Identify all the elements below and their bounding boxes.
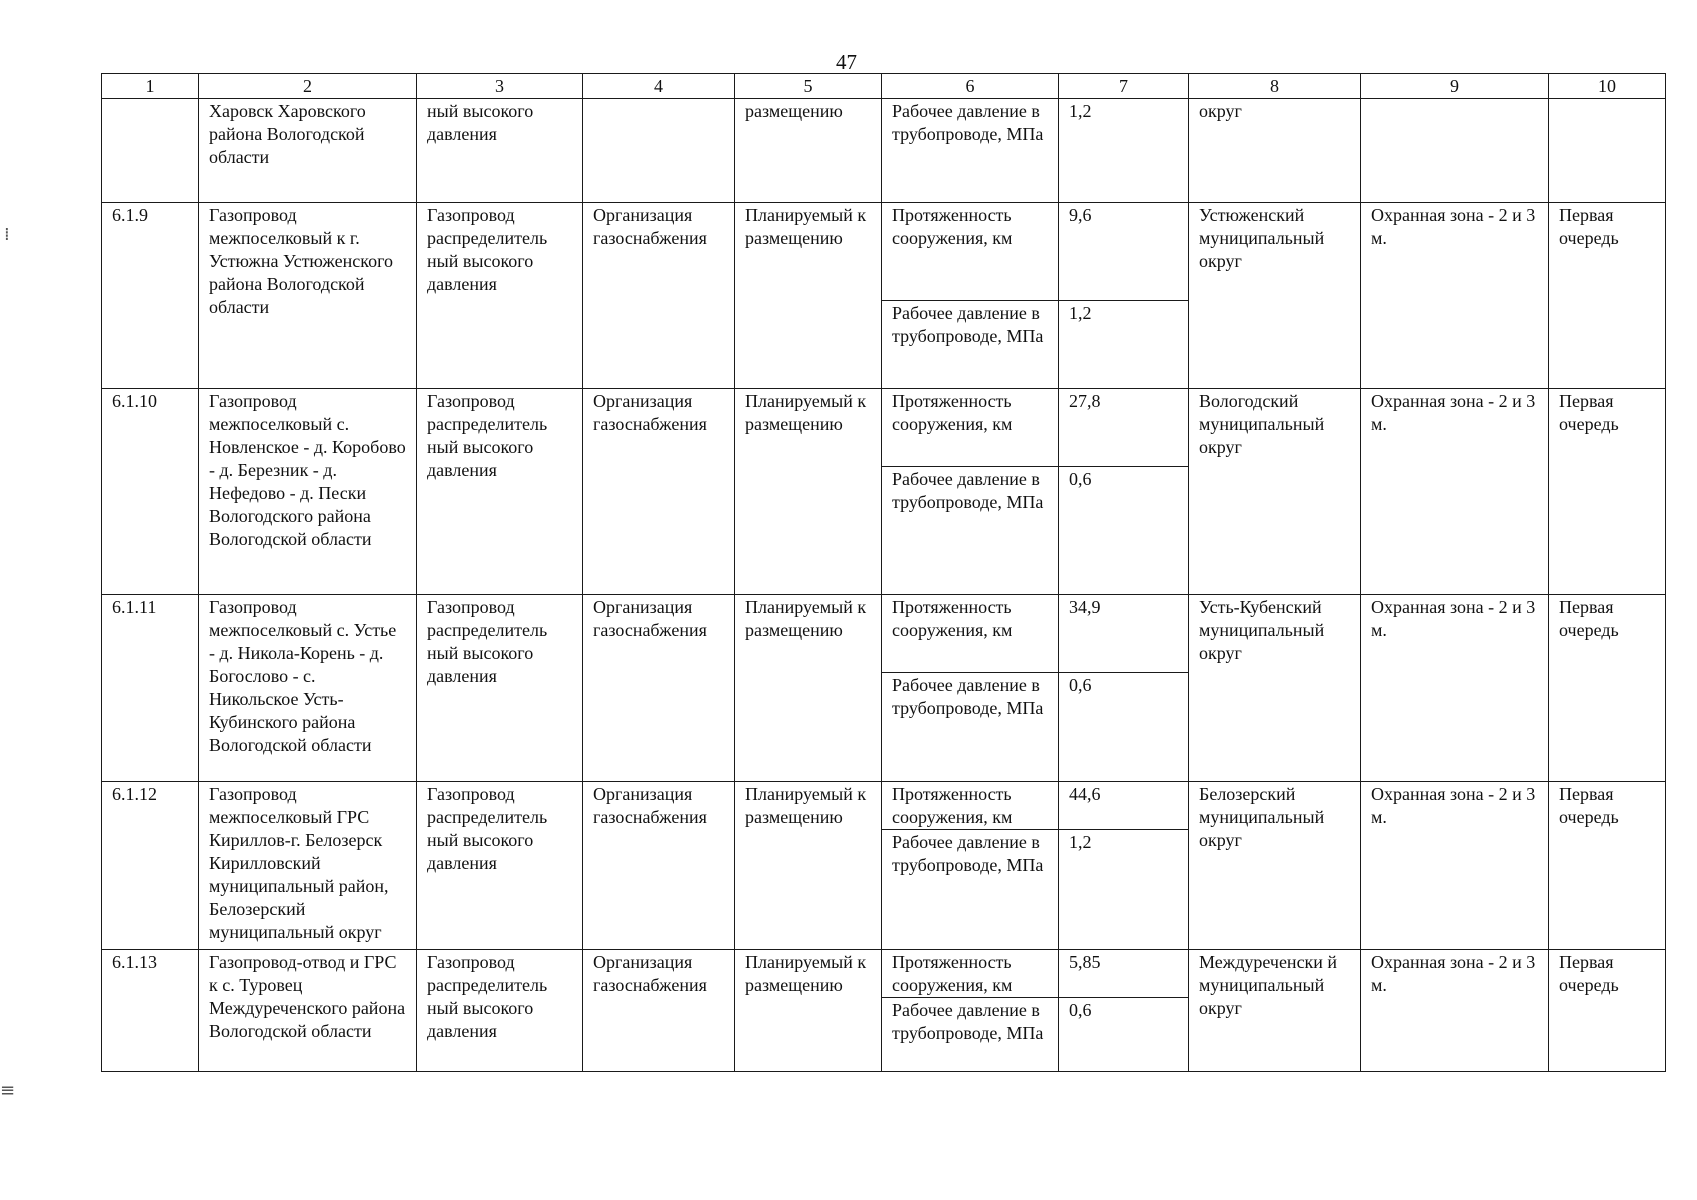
cell-zone: Охранная зона - 2 и 3 м. — [1361, 595, 1549, 782]
cell-param-value: 1,2 — [1059, 99, 1189, 203]
cell-purpose: Организация газоснабжения — [583, 595, 735, 782]
cell-purpose: Организация газоснабжения — [583, 782, 735, 950]
cell-location: Вологодский муниципальный округ — [1189, 389, 1361, 595]
cell-status: Планируемый к размещению — [735, 203, 882, 389]
cell-status: Планируемый к размещению — [735, 595, 882, 782]
cell-location: Междуреченски й муниципальный округ — [1189, 950, 1361, 1072]
header-cell: 5 — [735, 74, 882, 99]
table-row — [102, 203, 1666, 301]
cell-param-name: Рабочее давление в трубопроводе, МПа — [882, 673, 1059, 782]
cell-status: Планируемый к размещению — [735, 782, 882, 950]
cell-param-name: Протяженность сооружения, км — [882, 782, 1059, 830]
cell-purpose — [583, 99, 735, 203]
cell-param-name: Протяженность сооружения, км — [882, 950, 1059, 998]
header-row — [102, 74, 1666, 99]
cell-object-type: Газопровод распределитель ный высокого давления — [417, 203, 583, 389]
cell-param-name: Протяженность сооружения, км — [882, 595, 1059, 673]
margin-scan-mark-icon: ≡ — [0, 1080, 16, 1101]
cell-object-name: Газопровод межпоселковый с. Новленское - д. Коробово - д. Березник - д. Нефедово - д. Пески Вологодского района Вологодской области — [199, 389, 417, 595]
data-table — [101, 73, 1666, 1072]
header-cell: 1 — [102, 74, 199, 99]
table-row — [102, 595, 1666, 673]
cell-stage: Первая очередь — [1549, 595, 1666, 782]
cell-purpose: Организация газоснабжения — [583, 389, 735, 595]
cell-stage — [1549, 99, 1666, 203]
cell-purpose: Организация газоснабжения — [583, 203, 735, 389]
cell-stage: Первая очередь — [1549, 950, 1666, 1072]
cell-stage: Первая очередь — [1549, 389, 1666, 595]
header-cell: 8 — [1189, 74, 1361, 99]
cell-number: 6.1.9 — [102, 203, 199, 389]
cell-zone — [1361, 99, 1549, 203]
cell-param-value: 1,2 — [1059, 301, 1189, 389]
cell-param-value: 1,2 — [1059, 830, 1189, 950]
cell-object-type: Газопровод распределитель ный высокого давления — [417, 595, 583, 782]
cell-object-name: Харовск Харовского района Вологодской области — [199, 99, 417, 203]
cell-param-name: Рабочее давление в трубопроводе, МПа — [882, 301, 1059, 389]
header-cell: 4 — [583, 74, 735, 99]
cell-number — [102, 99, 199, 203]
cell-param-name: Протяженность сооружения, км — [882, 203, 1059, 301]
table-row — [102, 389, 1666, 467]
cell-param-value: 9,6 — [1059, 203, 1189, 301]
cell-object-name: Газопровод межпоселковый с. Устье - д. Никола-Корень - д. Богослово - с. Никольское Усть-Кубинского района Вологодской области — [199, 595, 417, 782]
table-row — [102, 950, 1666, 998]
cell-object-type: Газопровод распределитель ный высокого давления — [417, 950, 583, 1072]
cell-object-name: Газопровод межпоселковый к г. Устюжна Устюженского района Вологодской области — [199, 203, 417, 389]
cell-object-type: ный высокого давления — [417, 99, 583, 203]
cell-zone: Охранная зона - 2 и 3 м. — [1361, 203, 1549, 389]
cell-status: размещению — [735, 99, 882, 203]
margin-scan-mark-icon: ⁞ — [4, 224, 10, 245]
header-cell: 9 — [1361, 74, 1549, 99]
cell-location: Белозерский муниципальный округ — [1189, 782, 1361, 950]
cell-stage: Первая очередь — [1549, 782, 1666, 950]
table-row — [102, 782, 1666, 830]
cell-stage: Первая очередь — [1549, 203, 1666, 389]
header-cell: 7 — [1059, 74, 1189, 99]
cell-zone: Охранная зона - 2 и 3 м. — [1361, 782, 1549, 950]
cell-object-type: Газопровод распределитель ный высокого давления — [417, 389, 583, 595]
cell-object-type: Газопровод распределитель ный высокого давления — [417, 782, 583, 950]
cell-object-name: Газопровод-отвод и ГРС к с. Туровец Междуреченского района Вологодской области — [199, 950, 417, 1072]
cell-param-name: Протяженность сооружения, км — [882, 389, 1059, 467]
cell-param-name: Рабочее давление в трубопроводе, МПа — [882, 467, 1059, 595]
cell-param-name: Рабочее давление в трубопроводе, МПа — [882, 998, 1059, 1072]
header-cell: 3 — [417, 74, 583, 99]
cell-param-name: Рабочее давление в трубопроводе, МПа — [882, 830, 1059, 950]
table-row-continued — [102, 99, 1666, 203]
cell-location: Устюженский муниципальный округ — [1189, 203, 1361, 389]
page-number: 47 — [836, 50, 857, 74]
cell-number: 6.1.10 — [102, 389, 199, 595]
cell-param-value: 27,8 — [1059, 389, 1189, 467]
cell-status: Планируемый к размещению — [735, 389, 882, 595]
cell-zone: Охранная зона - 2 и 3 м. — [1361, 950, 1549, 1072]
header-cell: 6 — [882, 74, 1059, 99]
header-cell: 2 — [199, 74, 417, 99]
cell-location: Усть-Кубенский муниципальный округ — [1189, 595, 1361, 782]
cell-param-name: Рабочее давление в трубопроводе, МПа — [882, 99, 1059, 203]
cell-number: 6.1.11 — [102, 595, 199, 782]
header-cell: 10 — [1549, 74, 1666, 99]
cell-zone: Охранная зона - 2 и 3 м. — [1361, 389, 1549, 595]
cell-param-value: 34,9 — [1059, 595, 1189, 673]
cell-param-value: 0,6 — [1059, 467, 1189, 595]
cell-param-value: 5,85 — [1059, 950, 1189, 998]
cell-param-value: 0,6 — [1059, 673, 1189, 782]
cell-purpose: Организация газоснабжения — [583, 950, 735, 1072]
cell-number: 6.1.12 — [102, 782, 199, 950]
cell-location: округ — [1189, 99, 1361, 203]
cell-param-value: 44,6 — [1059, 782, 1189, 830]
cell-status: Планируемый к размещению — [735, 950, 882, 1072]
cell-object-name: Газопровод межпоселковый ГРС Кириллов-г. Белозерск Кирилловский муниципальный район, Белозерский муниципальный округ — [199, 782, 417, 950]
cell-param-value: 0,6 — [1059, 998, 1189, 1072]
cell-number: 6.1.13 — [102, 950, 199, 1072]
